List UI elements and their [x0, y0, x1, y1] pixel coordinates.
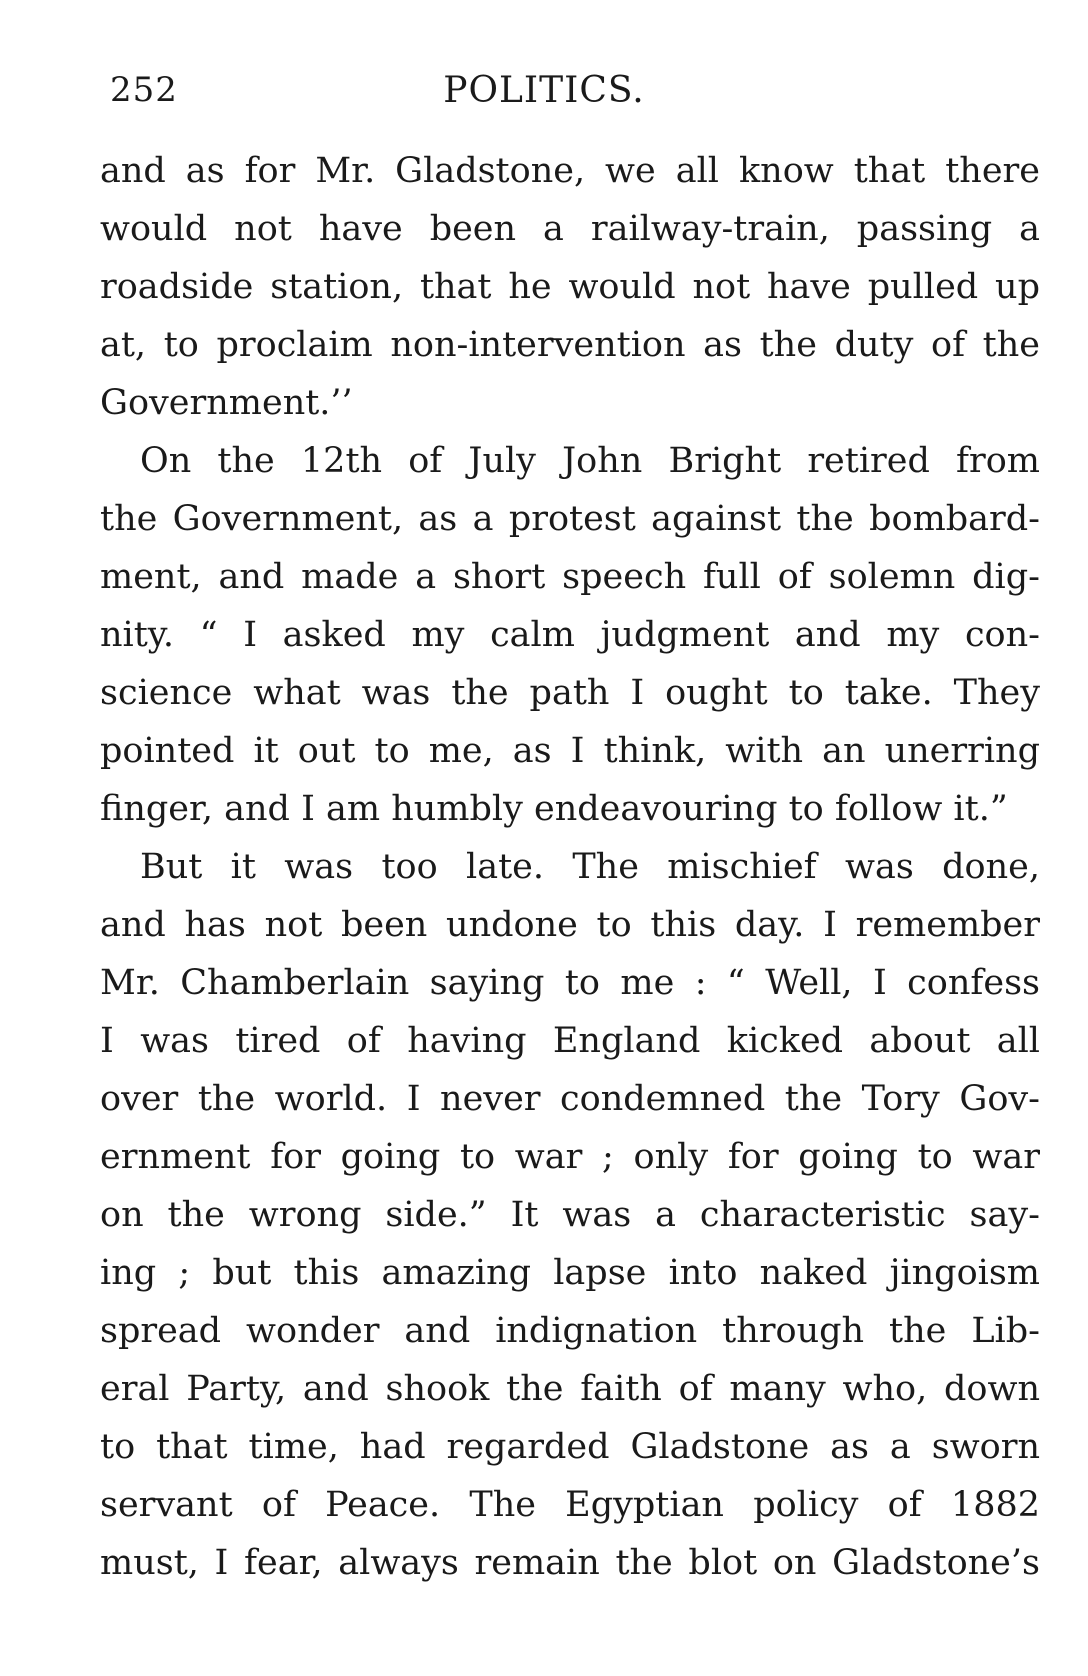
body-text: [100, 142, 1040, 1592]
text-line: over the world. I never condemned the Tory Gov-: [100, 1079, 1040, 1119]
text-line: and has not been undone to this day. I remember: [100, 905, 1040, 945]
text-line: on the wrong side.” It was a characteristic say-: [100, 1195, 1040, 1235]
text-line: spread wonder and indignation through the Lib-: [100, 1311, 1040, 1351]
text-line: ernment for going to war ; only for going to war: [100, 1137, 1040, 1177]
text-line: But it was too late. The mischief was done,: [140, 847, 1040, 887]
running-head: POLITICS.: [443, 70, 645, 111]
text-line: eral Party, and shook the faith of many who, down: [100, 1369, 1040, 1409]
text-line: Government.’’: [100, 383, 353, 423]
text-line: I was tired of having England kicked about all: [100, 1021, 1040, 1061]
text-line: the Government, as a protest against the bombard-: [100, 499, 1040, 539]
text-line: On the 12th of July John Bright retired from: [140, 441, 1040, 481]
text-line: ing ; but this amazing lapse into naked jingoism: [100, 1253, 1040, 1293]
text-line: must, I fear, always remain the blot on Gladstone’s: [100, 1543, 1040, 1583]
page-number: 252: [110, 70, 178, 110]
text-line: pointed it out to me, as I think, with an unerring: [100, 731, 1040, 771]
text-line: at, to proclaim non-intervention as the duty of the: [100, 325, 1040, 365]
text-line: finger, and I am humbly endeavouring to follow it.”: [100, 789, 1008, 829]
text-line: to that time, had regarded Gladstone as a sworn: [100, 1427, 1040, 1467]
text-line: servant of Peace. The Egyptian policy of 1882: [100, 1485, 1040, 1525]
text-line: and as for Mr. Gladstone, we all know that there: [100, 151, 1040, 191]
text-line: ment, and made a short speech full of solemn dig-: [100, 557, 1040, 597]
text-line: science what was the path I ought to take. They: [100, 673, 1040, 713]
text-line: Mr. Chamberlain saying to me : “ Well, I confess: [100, 963, 1040, 1003]
text-line: would not have been a railway-train, passing a: [100, 209, 1040, 249]
text-line: roadside station, that he would not have pulled up: [100, 267, 1040, 307]
text-line: nity. “ I asked my calm judgment and my con-: [100, 615, 1040, 655]
